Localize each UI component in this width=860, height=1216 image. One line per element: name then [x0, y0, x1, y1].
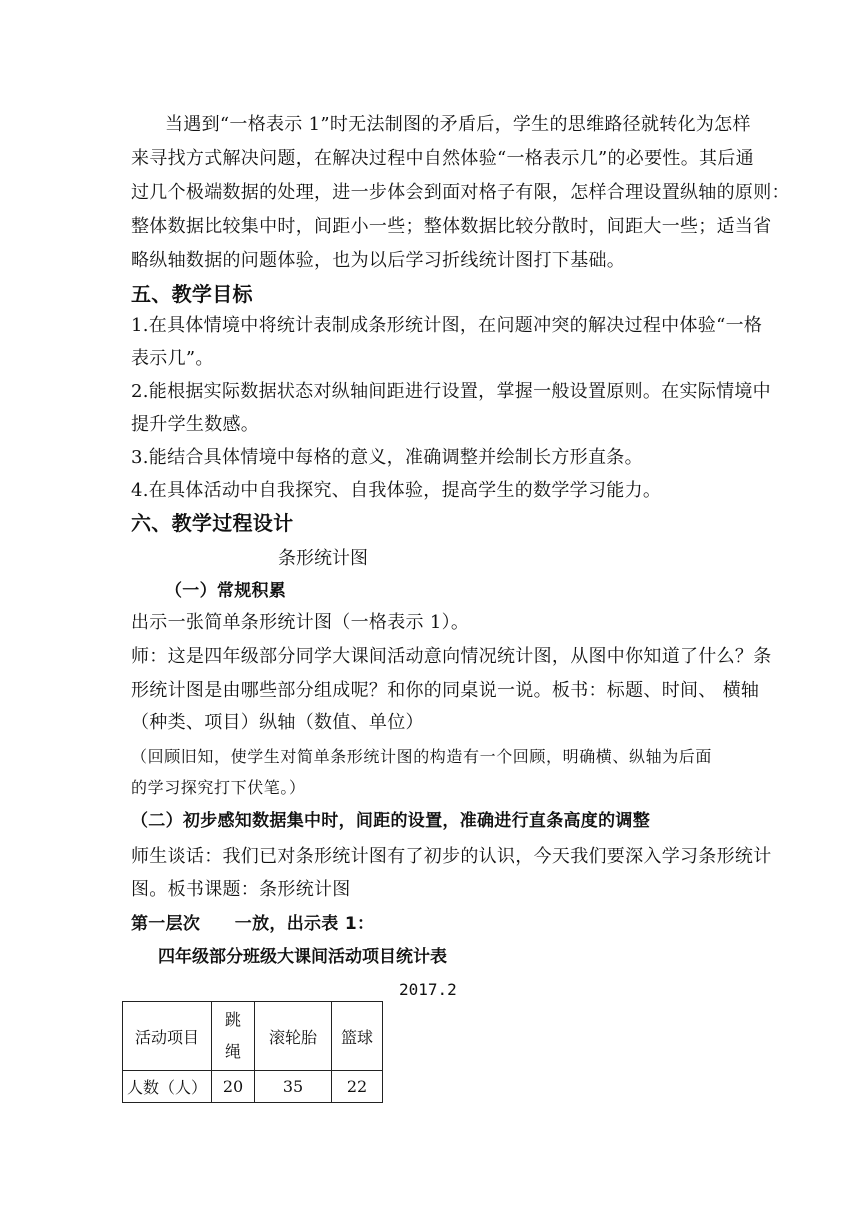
body-line: （种类、项目）纵轴（数值、单位）: [131, 712, 424, 733]
paragraph-line: 来寻找方式解决问题，在解决过程中自然体验“一格表示几”的必要性。其后通: [131, 148, 754, 169]
paragraph-line: 过几个极端数据的处理，进一步体会到面对格子有限，怎样合理设置纵轴的原则：: [131, 182, 790, 203]
goal-line: 提升学生数感。: [131, 414, 260, 435]
table-cell: 35: [255, 1071, 332, 1103]
subsection-heading: （一）常规积累: [165, 581, 287, 601]
table-title: 四年级部分班级大课间活动项目统计表: [158, 947, 447, 967]
goal-line: 2.能根据实际数据状态对纵轴间距进行设置，掌握一般设置原则。在实际情境中: [131, 381, 771, 402]
section-heading-process: 六、教学过程设计: [131, 511, 294, 535]
table-cell: 22: [332, 1071, 383, 1103]
table-header-row: [123, 1002, 383, 1071]
table-row: [123, 1071, 383, 1103]
body-line: 师生谈话：我们已对条形统计图有了初步的认识，今天我们要深入学习条形统计: [131, 846, 772, 867]
paragraph-line: 略纵轴数据的问题体验，也为以后学习折线统计图打下基础。: [131, 250, 626, 271]
note-line: （回顾旧知，使学生对简单条形统计图的构造有一个回顾，明确横、纵轴为后面: [131, 747, 713, 766]
paragraph-line: 整体数据比较集中时，间距小一些；整体数据比较分散时，间距大一些；适当省: [131, 216, 772, 237]
body-line: 师：这是四年级部分同学大课间活动意向情况统计图，从图中你知道了什么？条: [131, 646, 772, 667]
table-cell: 人数（人）: [123, 1071, 212, 1103]
body-line: 形统计图是由哪些部分组成呢？和你的同桌说一说。板书：标题、时间、 横轴: [131, 680, 760, 701]
table-header-cell: 篮球: [332, 1002, 383, 1071]
table-header-cell: 跳绳: [212, 1002, 255, 1071]
table-header-cell: 滚轮胎: [255, 1002, 332, 1071]
table-date: 2017.2: [399, 980, 457, 999]
section-heading-goals: 五、教学目标: [131, 282, 253, 306]
table-header-cell: 活动项目: [123, 1002, 212, 1071]
body-line: 图。板书课题：条形统计图: [131, 879, 351, 900]
table-cell: 20: [212, 1071, 255, 1103]
level-heading: 第一层次 一放，出示表 1：: [131, 914, 375, 934]
center-title: 条形统计图: [278, 548, 368, 569]
goal-line: 表示几”。: [131, 348, 214, 369]
goal-line: 1.在具体情境中将统计表制成条形统计图，在问题冲突的解决过程中体验“一格: [131, 315, 763, 336]
statistics-table: [122, 1001, 383, 1103]
note-line: 的学习探究打下伏笔。）: [131, 778, 306, 797]
goal-line: 3.能结合具体情境中每格的意义，准确调整并绘制长方形直条。: [131, 447, 643, 468]
goal-line: 4.在具体活动中自我探究、自我体验，提高学生的数学学习能力。: [131, 480, 662, 501]
paragraph-line: 当遇到“一格表示 1”时无法制图的矛盾后，学生的思维路径就转化为怎样: [165, 114, 751, 135]
body-line: 出示一张简单条形统计图（一格表示 1）。: [131, 612, 470, 633]
subsection-heading: （二）初步感知数据集中时，间距的设置，准确进行直条高度的调整: [131, 811, 650, 831]
